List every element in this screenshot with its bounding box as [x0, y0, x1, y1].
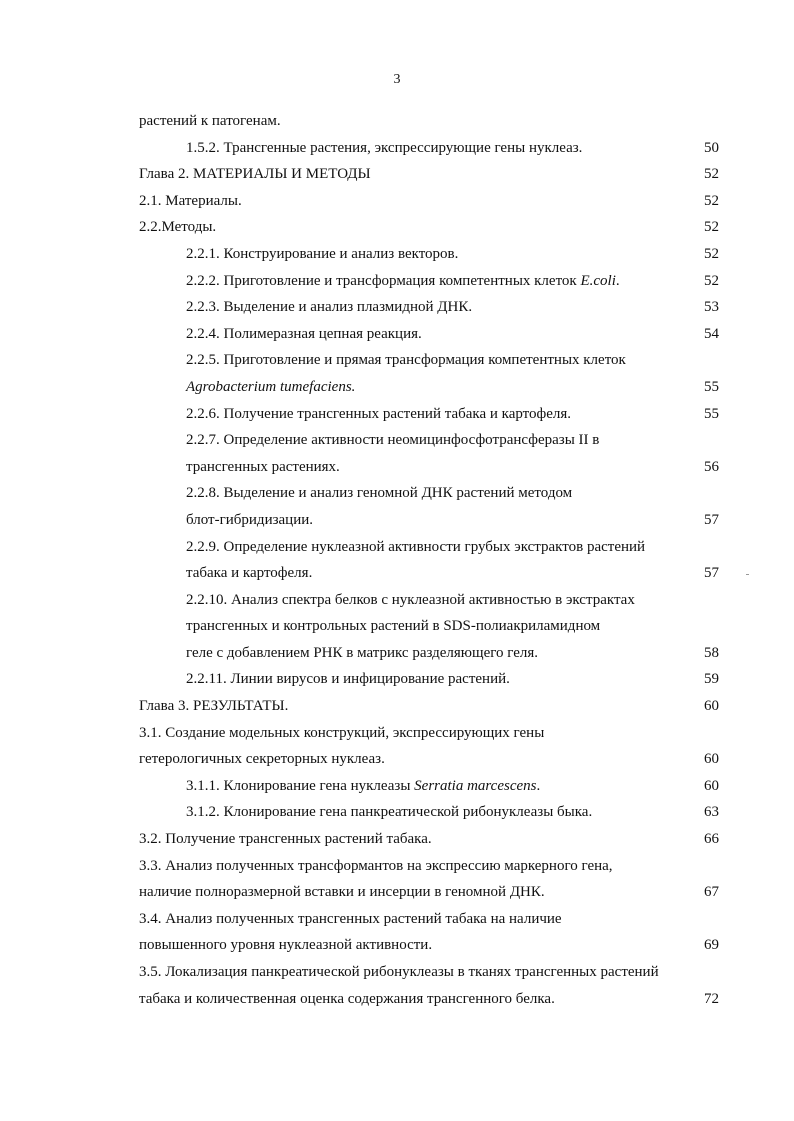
toc-entry — [139, 932, 719, 959]
toc-entry-text: 2.2.Методы. — [139, 219, 217, 236]
toc-entry-text: гетерологичных секреторных нуклеаз. — [139, 751, 385, 768]
toc-page-number: 58 — [704, 644, 719, 661]
toc-entry — [139, 321, 719, 348]
toc-entry-italic-text: E.coli — [580, 272, 616, 289]
toc-entry-text: 2.1. Материалы. — [139, 192, 242, 209]
toc-entry-text: геле с добавлением РНК в матрикс разделяющего геля. — [186, 644, 539, 661]
toc-page-number: 56 — [704, 458, 719, 475]
toc-page-number: 66 — [704, 831, 719, 848]
toc-entry — [139, 587, 719, 614]
toc-entry — [139, 879, 719, 906]
toc-entry-text: 3.2. Получение трансгенных растений табака. — [139, 831, 432, 848]
toc-entry — [139, 693, 719, 720]
toc-entry — [139, 507, 719, 534]
toc-page-number: 63 — [704, 804, 719, 821]
toc-entry — [139, 214, 719, 241]
toc-page-number: 50 — [704, 139, 719, 156]
toc-page-number: 59 — [704, 671, 719, 688]
toc-page-number: 69 — [704, 937, 719, 954]
toc-page-number: 52 — [704, 192, 719, 209]
toc-page-number: 53 — [704, 299, 719, 316]
toc-entry-text: трансгенных и контрольных растений в SDS-полиакриламидном — [186, 618, 601, 635]
toc-entry — [139, 427, 719, 454]
toc-entry-text: 2.2.2. Приготовление и трансформация компетентных клеток — [186, 272, 581, 289]
toc-entry — [139, 720, 719, 747]
table-of-contents — [139, 108, 719, 1012]
toc-entry — [139, 454, 719, 481]
toc-entry — [139, 959, 719, 986]
toc-entry — [139, 241, 719, 268]
toc-entry — [139, 560, 719, 587]
toc-entry-text: . — [536, 777, 541, 794]
toc-page-number: 55 — [704, 405, 719, 422]
toc-entry-text: 2.2.3. Выделение и анализ плазмидной ДНК. — [186, 299, 473, 316]
toc-entry — [139, 773, 719, 800]
toc-page-number: 52 — [704, 245, 719, 262]
toc-entry-text: табака и картофеля. — [186, 565, 313, 582]
toc-entry-text: 1.5.2. Трансгенные растения, экспрессирующие гены нуклеаз. — [186, 139, 583, 156]
toc-entry-text: 3.3. Анализ полученных трансформантов на экспрессию маркерного гена, — [139, 857, 613, 874]
toc-page-number: 52 — [704, 219, 719, 236]
toc-entry-text: 2.2.10. Анализ спектра белков с нуклеазной активностью в экстрактах — [186, 591, 635, 608]
toc-entry — [139, 294, 719, 321]
toc-entry — [139, 799, 719, 826]
toc-page-number: 72 — [704, 990, 719, 1007]
toc-page-number: 67 — [704, 884, 719, 901]
toc-entry-text: 3.1.2. Клонирование гена панкреатической рибонуклеазы быка. — [186, 804, 593, 821]
toc-entry — [139, 268, 719, 295]
toc-entry-text: табака и количественная оценка содержания трансгенного белка. — [139, 990, 555, 1007]
toc-entry-text: растений к патогенам. — [139, 113, 281, 129]
toc-entry-text: 2.2.8. Выделение и анализ геномной ДНК растений методом — [186, 485, 573, 502]
toc-entry-text: 2.2.1. Конструирование и анализ векторов. — [186, 245, 459, 262]
toc-page-number: 57 — [704, 511, 719, 528]
toc-entry-text: наличие полноразмерной вставки и инсерции в геномной ДНК. — [139, 884, 545, 901]
toc-page-number: 60 — [704, 777, 719, 794]
page-number: 3 — [393, 72, 401, 87]
toc-entry-text: 3.5. Локализация панкреатической рибонуклеазы в тканях трансгенных растений — [139, 964, 659, 980]
toc-entry — [139, 640, 719, 667]
toc-entry — [139, 613, 719, 640]
toc-entry-text: 2.2.4. Полимеразная цепная реакция. — [186, 325, 422, 342]
toc-entry — [139, 906, 719, 933]
toc-entry-text: 3.1. Создание модельных конструкций, экспрессирующих гены — [139, 724, 545, 741]
toc-entry-text: Глава 3. РЕЗУЛЬТАТЫ. — [139, 698, 289, 715]
toc-entry — [139, 161, 719, 188]
toc-page-number: 57 — [704, 565, 719, 582]
toc-entry-text: 2.2.5. Приготовление и прямая трансформация компетентных клеток — [186, 352, 626, 369]
toc-entry-text: 2.2.7. Определение активности неомицинфосфотрансферазы II в — [186, 432, 600, 449]
toc-entry-text: 3.4. Анализ полученных трансгенных растений табака на наличие — [139, 910, 562, 927]
toc-entry — [139, 108, 719, 135]
toc-page-number: 52 — [704, 166, 719, 183]
toc-entry — [139, 135, 719, 162]
toc-entry — [139, 188, 719, 215]
toc-entry — [139, 986, 719, 1013]
toc-entry-text: . — [615, 272, 620, 289]
toc-entry — [139, 853, 719, 880]
toc-entry-text: 2.2.9. Определение нуклеазной активности грубых экстрактов растений — [186, 538, 646, 555]
toc-entry — [139, 826, 719, 853]
toc-entry — [139, 534, 719, 561]
toc-entry — [139, 347, 719, 374]
toc-page-number: 60 — [704, 751, 719, 768]
toc-page-number: 52 — [704, 272, 719, 289]
toc-entry-text: повышенного уровня нуклеазной активности. — [139, 937, 433, 954]
toc-entry — [139, 401, 719, 428]
toc-entry — [139, 746, 719, 773]
toc-entry-italic-text: Serratia marcescens — [414, 777, 537, 794]
toc-entry — [139, 666, 719, 693]
toc-entry-text: 3.1.1. Клонирование гена нуклеазы — [186, 777, 415, 794]
toc-entry-text: блот-гибридизации. — [186, 511, 314, 528]
toc-page-number: 54 — [704, 325, 719, 342]
toc-entry-text: 2.2.6. Получение трансгенных растений табака и картофеля. — [186, 405, 572, 422]
toc-page-number: 55 — [704, 378, 719, 395]
toc-entry-text: трансгенных растениях. — [186, 458, 340, 475]
toc-entry — [139, 480, 719, 507]
scan-speck — [746, 574, 749, 575]
toc-entry-italic-text: Agrobacterium tumefaciens. — [186, 378, 356, 395]
toc-entry-text: Глава 2. МАТЕРИАЛЫ И МЕТОДЫ — [139, 166, 371, 183]
toc-entry — [139, 374, 719, 401]
toc-page-number: 60 — [704, 698, 719, 715]
toc-entry-text: 2.2.11. Линии вирусов и инфицирование растений. — [186, 671, 510, 688]
